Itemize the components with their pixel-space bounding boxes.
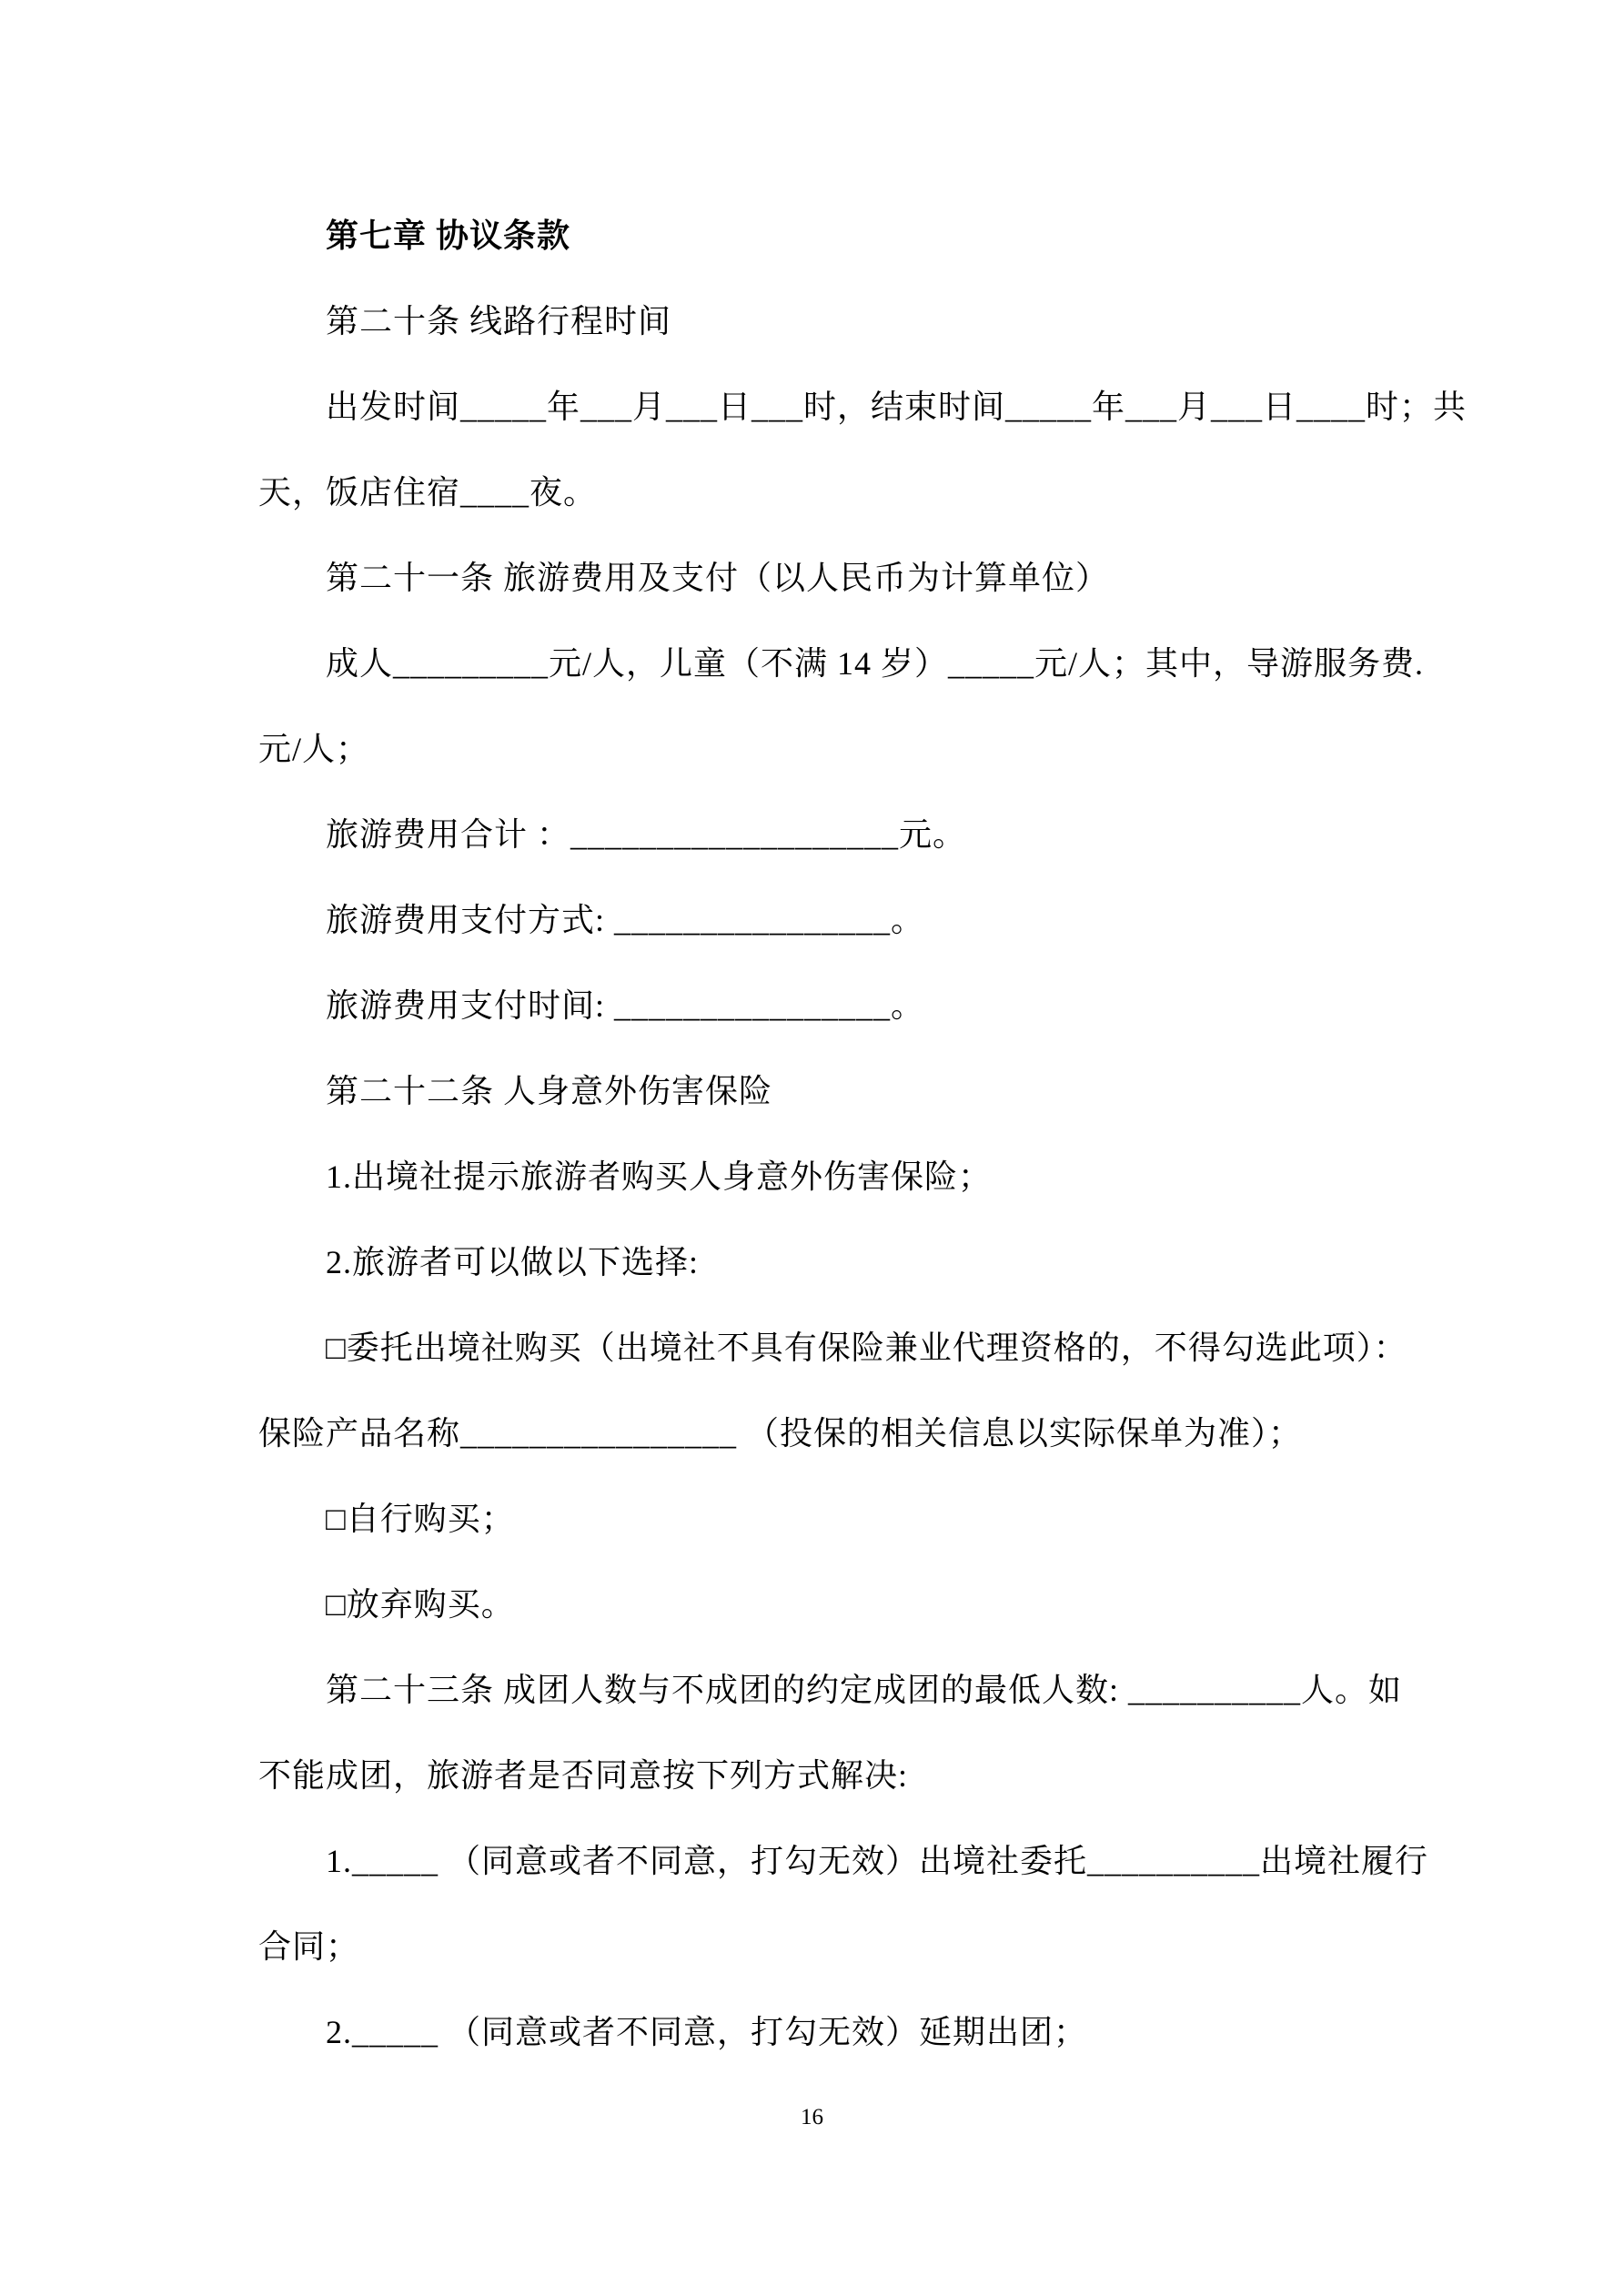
text-line-departure-time: 出发时间_____年___月___日___时，结束时间_____年___月___日____时；共 <box>258 389 1468 425</box>
text-line-option-2: 2._____ （同意或者不同意，打勾无效）延期出团； <box>258 2014 1088 2050</box>
text-line-option-1: 1._____ （同意或者不同意，打勾无效）出境社委托__________出境社履行 <box>258 1843 1429 1879</box>
checkbox-line-waive-purchase: □放弃购买。 <box>258 1586 515 1623</box>
text-line-hotel-nights: 天，饭店住宿____夜。 <box>258 474 598 511</box>
checkbox-line-entrust-purchase: □委托出境社购买（出境社不具有保险兼业代理资格的，不得勾选此项）： <box>258 1330 1407 1366</box>
text-line-total-cost: 旅游费用合计 ：___________________元。 <box>258 816 967 853</box>
text-line-insurance-notice: 1.出境社提示旅游者购买人身意外伤害保险； <box>258 1158 993 1195</box>
text-line-insurance-product-name: 保险产品名称________________ （投保的相关信息以实际保单为准）； <box>258 1415 1303 1451</box>
text-line-adult-child-price: 成人_________元/人，儿童（不满 14 岁）_____元/人；其中，导游服务费. <box>258 645 1425 682</box>
page-number: 16 <box>801 2105 823 2129</box>
text-line-insurance-options: 2.旅游者可以做以下选择: <box>258 1244 700 1280</box>
text-line-option-1-continued: 合同； <box>258 1928 360 1965</box>
article-20-title: 第二十条 线路行程时间 <box>258 303 672 339</box>
text-line-payment-method: 旅游费用支付方式: ________________。 <box>258 902 925 938</box>
text-line-payment-time: 旅游费用支付时间: ________________。 <box>258 987 925 1024</box>
text-line-group-failure: 不能成团，旅游者是否同意按下列方式解决: <box>258 1757 909 1794</box>
text-line-price-unit: 元/人； <box>258 731 370 767</box>
article-21-title: 第二十一条 旅游费用及支付（以人民币为计算单位） <box>258 560 1110 596</box>
article-22-title: 第二十二条 人身意外伤害保险 <box>258 1073 773 1109</box>
article-23-title: 第二十三条 成团人数与不成团的约定成团的最低人数: __________人。如 <box>258 1672 1403 1708</box>
document-body <box>258 193 1468 2075</box>
chapter-heading: 第七章 协议条款 <box>258 217 571 254</box>
checkbox-line-self-purchase: □自行购买； <box>258 1501 515 1537</box>
